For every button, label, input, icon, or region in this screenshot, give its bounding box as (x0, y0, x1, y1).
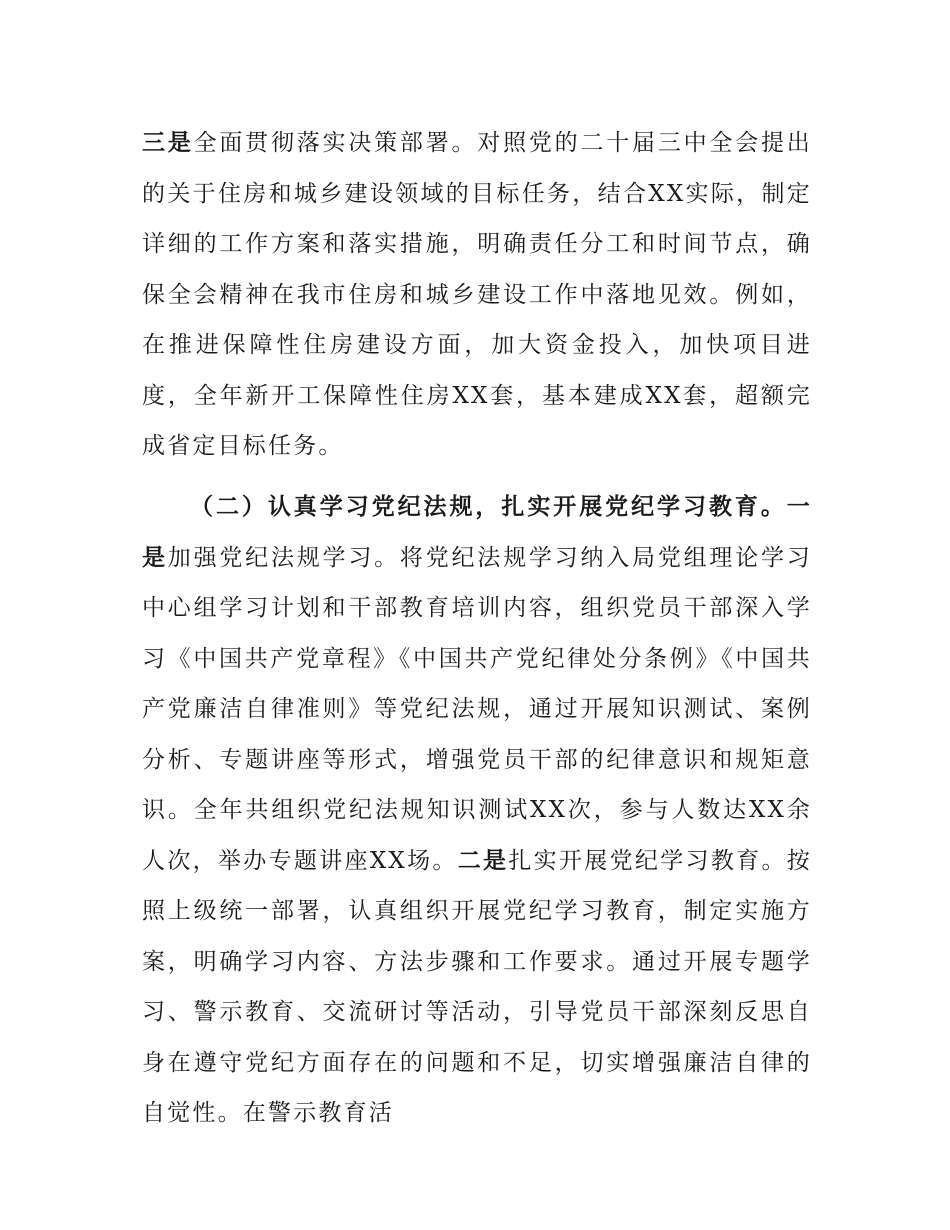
section-heading: （二）认真学习党纪法规，扎实开展党纪学习教育。 (190, 494, 787, 520)
paragraph-lead: 一是 (142, 494, 812, 571)
paragraph-lead: 二是 (457, 847, 509, 874)
paragraph-implementation (142, 118, 812, 472)
paragraph-party-discipline (142, 482, 812, 1139)
paragraph-body: 扎实开展党纪学习教育。按照上级统一部署，认真组织开展党纪学习教育，制定实施方案，明确学习内容、方法步骤和工作要求。通过开展专题学习、警示教育、交流研讨等活动，引导党员干部深刻反思自身在遵守党纪方面存在的问题和不足，切实增强廉洁自律的自觉性。在警示教育活 (142, 847, 813, 1126)
paragraph-lead: 三是 (142, 130, 194, 156)
paragraph-body: 加强党纪法规学习。将党纪法规学习纳入局党组理论学习中心组学习计划和干部教育培训内容，组织党员干部深入学习《中国共产党章程》《中国共产党纪律处分条例》《中国共产党廉洁自律准则》等党纪法规，通过开展知识测试、案例分析、专题讲座等形式，增强党员干部的纪律意识和规矩意识。全年共组织党纪法规知识测试XX次，参与人数达XX余人次，举办专题讲座XX场。 (142, 544, 813, 874)
paragraph-body: 全面贯彻落实决策部署。对照党的二十届三中全会提出的关于住房和城乡建设领域的目标任务，结合XX实际，制定详细的工作方案和落实措施，明确责任分工和时间节点，确保全会精神在我市住房和城乡建设工作中落地见效。例如，在推进保障性住房建设方面，加大资金投入，加快项目进度，全年新开工保障性住房XX套，基本建成XX套，超额完成省定目标任务。 (142, 130, 812, 459)
